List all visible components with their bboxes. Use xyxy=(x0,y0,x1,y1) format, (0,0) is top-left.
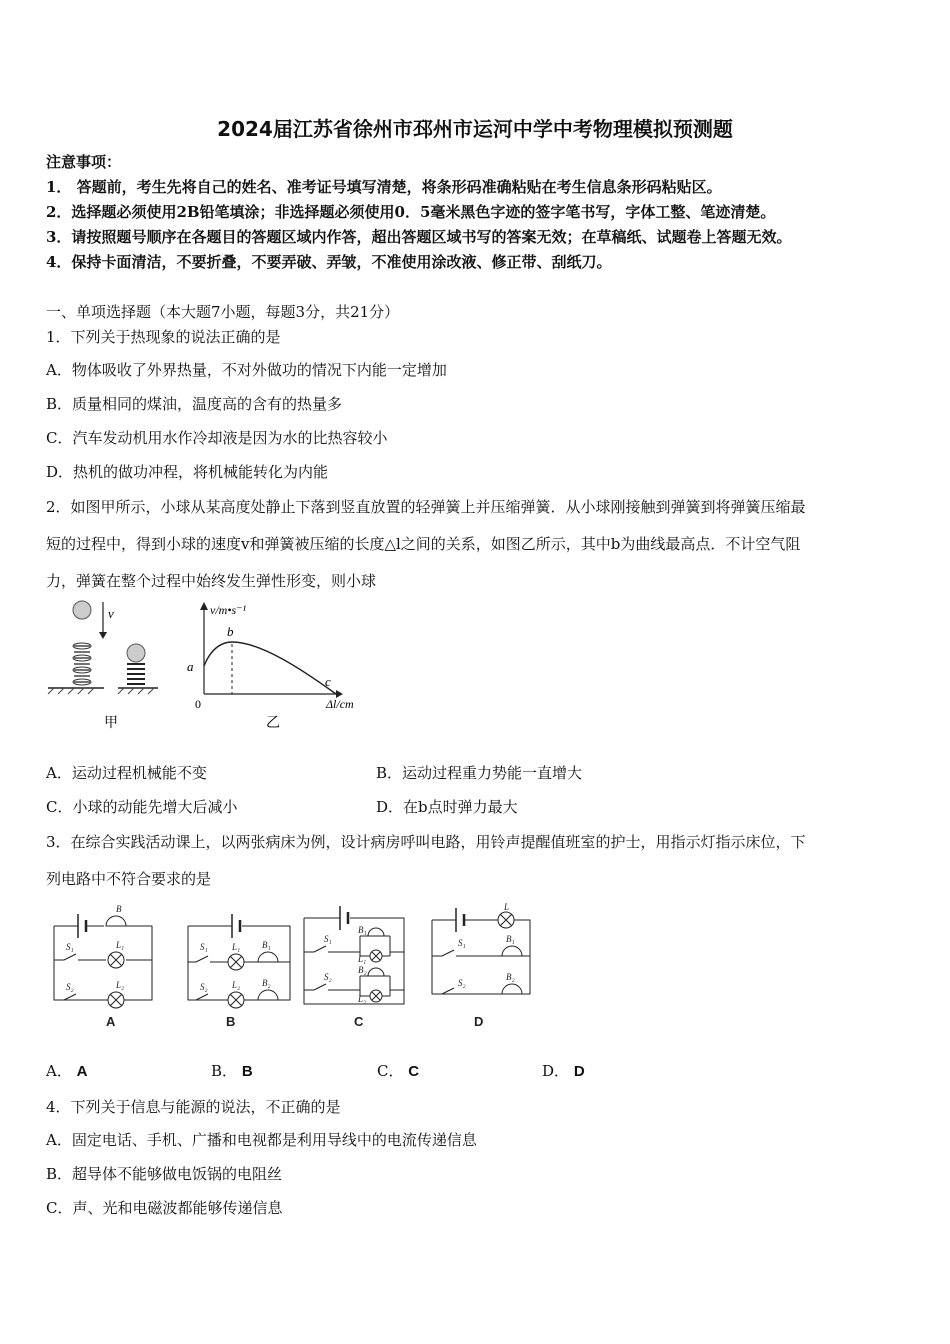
caption-jia: 甲 xyxy=(104,716,118,731)
q2-stem-line: 2．如图甲所示，小球从某高度处静止下落到竖直放置的轻弹簧上并压缩弹簧．从小球刚接触到弹簧到将弹簧压缩最 xyxy=(46,498,806,516)
a-s1-label: S₁ xyxy=(66,942,74,952)
q2-stem-line: 短的过程中，得到小球的速度v和弹簧被压缩的长度△l之间的关系，如图乙所示，其中b为曲线最高点．不计空气阻 xyxy=(46,535,801,553)
notice-item: 2．选择题必须使用2B铅笔填涂；非选择题必须使用0．5毫米黑色字迹的签字笔书写，字体工整、笔迹清楚。 xyxy=(46,203,776,221)
q3-option-b: B． B xyxy=(211,1062,253,1080)
q1-option-c: C．汽车发动机用水作冷却液是因为水的比热容较小 xyxy=(46,429,388,447)
b-l1-label: L₁ xyxy=(232,942,241,952)
q3-stem-line: 列电路中不符合要求的是 xyxy=(46,870,212,888)
circuit-a-caption: A xyxy=(106,1014,116,1029)
d-l-label: L xyxy=(504,902,510,912)
q2-option-c: C．小球的动能先增大后减小 xyxy=(46,798,238,816)
c-b2-label: B₂ xyxy=(358,965,367,975)
notice-item: 4．保持卡面清洁，不要折叠，不要弄破、弄皱，不准使用涂改液、修正带、刮纸刀。 xyxy=(46,253,612,271)
d-s1-label: S₁ xyxy=(458,938,466,948)
b-b1-label: B₁ xyxy=(262,940,271,950)
q1-option-b: B．质量相同的煤油，温度高的含有的热量多 xyxy=(46,395,343,413)
a-s2-label: S₂ xyxy=(66,982,74,992)
q1-stem: 1．下列关于热现象的说法正确的是 xyxy=(46,328,281,346)
q2-option-d: D．在b点时弹力最大 xyxy=(376,798,518,816)
a-bell-label: B xyxy=(116,904,122,914)
c-s1-label: S₁ xyxy=(324,934,332,944)
circuit-b xyxy=(188,914,290,1008)
q2-option-a: A．运动过程机械能不变 xyxy=(46,764,207,782)
q3-option-a: A． A xyxy=(46,1062,88,1080)
d-s2-label: S₂ xyxy=(458,978,466,988)
b-s2-label: S₂ xyxy=(200,982,208,992)
q3-stem-line: 3．在综合实践活动课上，以两张病床为例，设计病房呼叫电路，用铃声提醒值班室的护士，用指示灯指示床位，下 xyxy=(46,833,806,851)
q4-stem: 4．下列关于信息与能源的说法，不正确的是 xyxy=(46,1098,341,1116)
a-l2-label: L₂ xyxy=(116,980,125,990)
velocity-label: v xyxy=(108,606,114,621)
q4-option-b: B．超导体不能够做电饭锅的电阻丝 xyxy=(46,1165,283,1183)
page-title: 2024届江苏省徐州市邳州市运河中学中考物理模拟预测题 xyxy=(217,117,733,141)
circuit-c-caption: C xyxy=(354,1014,364,1029)
notice-item: 3．请按照题号顺序在各题目的答题区域内作答，超出答题区域书写的答案无效；在草稿纸、试题卷上答题无效。 xyxy=(46,228,792,246)
circuit-a xyxy=(54,914,152,1008)
q1-option-d: D．热机的做功冲程，将机械能转化为内能 xyxy=(46,463,329,481)
q4-option-c: C．声、光和电磁波都能够传递信息 xyxy=(46,1199,283,1217)
q1-option-a: A．物体吸收了外界热量，不对外做功的情况下内能一定增加 xyxy=(46,361,447,379)
q4-option-a: A．固定电话、手机、广播和电视都是利用导线中的电流传递信息 xyxy=(46,1131,477,1149)
c-b1-label: B₁ xyxy=(358,925,367,935)
b-l2-label: L₂ xyxy=(232,980,241,990)
q3-option-c: C． C xyxy=(377,1062,420,1080)
point-a-label: a xyxy=(187,659,194,674)
a-l1-label: L₁ xyxy=(116,940,125,950)
circuit-b-caption: B xyxy=(226,1014,236,1029)
point-b-label: b xyxy=(227,624,234,639)
y-axis-label: v/m•s⁻¹ xyxy=(210,603,247,617)
velocity-graph xyxy=(187,602,354,731)
c-l2-label: L₂ xyxy=(358,994,367,1004)
q2-stem-line: 力，弹簧在整个过程中始终发生弹性形变，则小球 xyxy=(46,572,377,590)
d-b1-label: B₁ xyxy=(506,934,515,944)
q2-option-b: B．运动过程重力势能一直增大 xyxy=(376,764,583,782)
c-l1-label: L₁ xyxy=(358,954,367,964)
x-axis-label: Δl/cm xyxy=(326,697,354,711)
circuit-d-caption: D xyxy=(474,1014,484,1029)
circuit-c xyxy=(304,906,404,1004)
notice-heading: 注意事项： xyxy=(46,153,122,171)
notice-item: 1． 答题前，考生先将自己的姓名、准考证号填写清楚，将条形码准确粘贴在考生信息条形码粘贴区。 xyxy=(46,178,722,196)
c-s2-label: S₂ xyxy=(324,972,332,982)
circuit-d xyxy=(432,908,530,994)
b-s1-label: S₁ xyxy=(200,942,208,952)
d-b2-label: B₂ xyxy=(506,972,515,982)
spring-ball-diagram xyxy=(48,601,158,731)
caption-yi: 乙 xyxy=(266,716,280,731)
origin-label: 0 xyxy=(195,697,201,711)
q3-circuits xyxy=(44,900,564,1032)
q3-option-d: D． D xyxy=(542,1062,585,1080)
point-c-label: c xyxy=(325,674,331,689)
section-heading: 一、单项选择题（本大题7小题，每题3分，共21分） xyxy=(46,303,400,321)
q2-figure xyxy=(40,598,380,738)
b-b2-label: B₂ xyxy=(262,978,271,988)
